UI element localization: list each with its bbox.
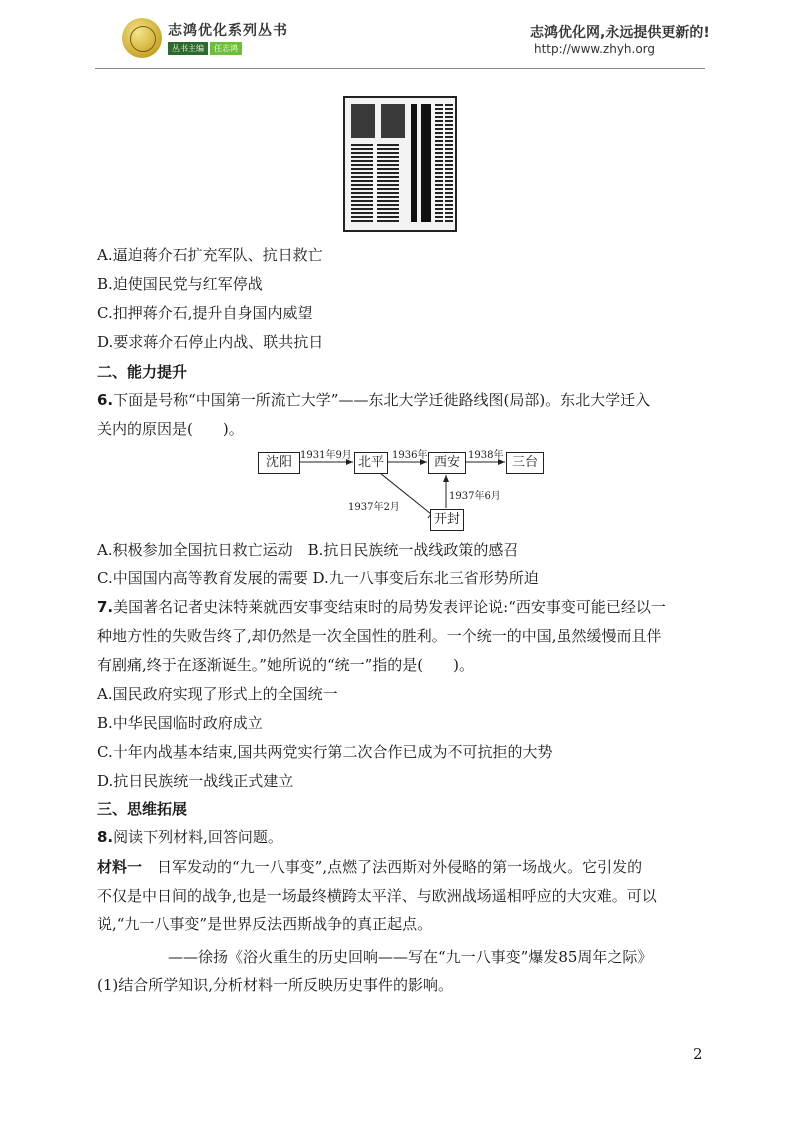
label-1937-2: 1937年2月 bbox=[348, 502, 400, 513]
q6-options-row-2: C.中国国内高等教育发展的需要 D.九一八事变后东北三省形势所迫 bbox=[97, 569, 539, 587]
header-divider bbox=[95, 68, 705, 69]
label-1938: 1938年 bbox=[468, 450, 504, 461]
q7-line-3: 有剧痛,终于在逐渐诞生。”她所说的“统一”指的是( )。 bbox=[97, 656, 474, 674]
header-url[interactable]: http://www.zhyh.org bbox=[534, 42, 656, 56]
newspaper-image bbox=[343, 96, 457, 232]
q7-line-1: 7.美国著名记者史沫特莱就西安事变结束时的局势发表评论说:“西安事变可能已经以一 bbox=[97, 598, 666, 616]
q5-option-b: B.迫使国民党与红军停战 bbox=[97, 275, 263, 293]
editor-chip-name: 任志鸿 bbox=[210, 42, 242, 55]
q8-intro: 8.阅读下列材料,回答问题。 bbox=[97, 828, 283, 846]
label-1931: 1931年9月 bbox=[300, 450, 352, 461]
q7-option-c: C.十年内战基本结束,国共两党实行第二次合作已成为不可抗拒的大势 bbox=[97, 743, 553, 761]
material-label: 材料一 bbox=[97, 858, 143, 876]
label-1936: 1936年 bbox=[392, 450, 428, 461]
q6-options-row-1: A.积极参加全国抗日救亡运动 B.抗日民族统一战线政策的感召 bbox=[97, 541, 519, 559]
material-1-line-3: 说,“九一八事变”是世界反法西斯战争的真正起点。 bbox=[97, 915, 433, 933]
node-beiping: 北平 bbox=[354, 452, 388, 474]
q6-line-1: 6.下面是号称“中国第一所流亡大学”——东北大学迁徙路线图(局部)。东北大学迁入 bbox=[97, 391, 651, 409]
q7-line-2: 种地方性的失败告终了,却仍然是一次全国性的胜利。一个统一的中国,虽然缓慢而且伴 bbox=[97, 627, 662, 645]
q5-option-c: C.扣押蒋介石,提升自身国内威望 bbox=[97, 304, 313, 322]
series-title: 志鸿优化系列丛书 bbox=[168, 23, 288, 39]
section-heading-3: 三、思维拓展 bbox=[97, 800, 188, 818]
page-number: 2 bbox=[693, 1045, 703, 1063]
material-1-line-1: 材料一 日军发动的“九一八事变”,点燃了法西斯对外侵略的第一场战火。它引发的 bbox=[97, 858, 643, 876]
node-xian: 西安 bbox=[428, 452, 466, 474]
publisher-logo bbox=[122, 18, 162, 58]
editor-chip-label: 丛书主编 bbox=[168, 42, 208, 55]
node-shenyang: 沈阳 bbox=[258, 452, 300, 474]
material-source: ——徐扬《浴火重生的历史回响——写在“九一八事变”爆发85周年之际》 bbox=[168, 948, 653, 966]
node-santai: 三台 bbox=[506, 452, 544, 474]
q7-option-b: B.中华民国临时政府成立 bbox=[97, 714, 263, 732]
q5-option-a: A.逼迫蒋介石扩充军队、抗日救亡 bbox=[97, 246, 323, 264]
q6-line-2: 关内的原因是( )。 bbox=[97, 420, 244, 438]
section-heading-2: 二、能力提升 bbox=[97, 363, 188, 381]
material-1-line-2: 不仅是中日间的战争,也是一场最终横跨太平洋、与欧洲战场遥相呼应的大灾难。可以 bbox=[97, 887, 657, 905]
node-kaifeng: 开封 bbox=[430, 509, 464, 531]
label-1937-6: 1937年6月 bbox=[449, 491, 501, 502]
q8-subquestion-1: (1)结合所学知识,分析材料一所反映历史事件的影响。 bbox=[97, 976, 454, 994]
q7-option-d: D.抗日民族统一战线正式建立 bbox=[97, 772, 294, 790]
q5-option-d: D.要求蒋介石停止内战、联共抗日 bbox=[97, 333, 324, 351]
q7-option-a: A.国民政府实现了形式上的全国统一 bbox=[97, 685, 338, 703]
header-slogan: 志鸿优化网,永远提供更新的! bbox=[530, 25, 710, 41]
